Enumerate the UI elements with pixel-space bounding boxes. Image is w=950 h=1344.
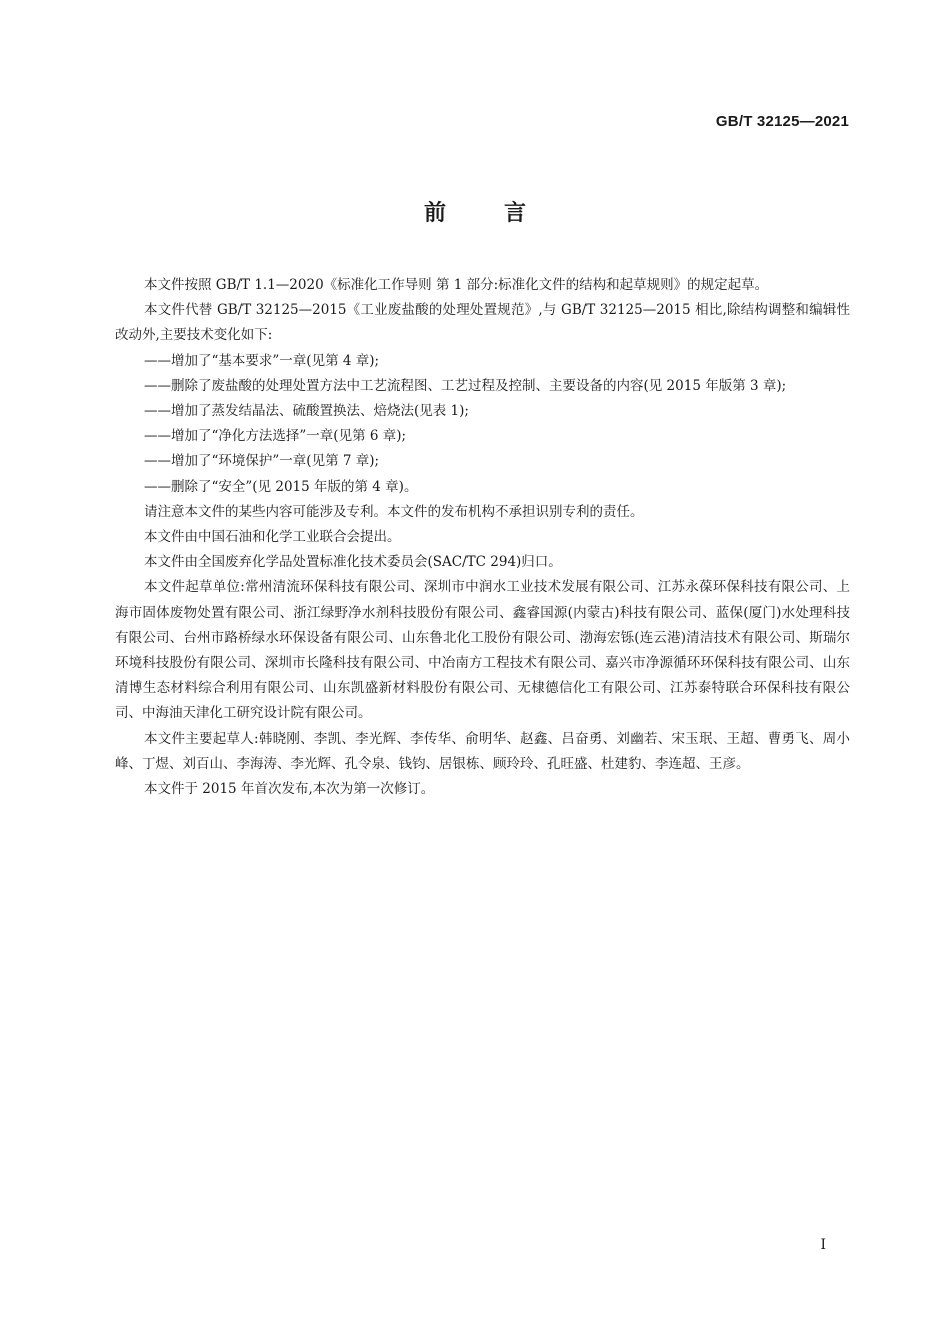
paragraph-committee: 本文件由全国废弃化学品处置标准化技术委员会(SAC/TC 294)归口。 xyxy=(144,554,562,571)
document-body xyxy=(115,273,850,802)
change-item: ——删除了废盐酸的处理处置方法中工艺流程图、工艺过程及控制、主要设备的内容(见 2015 年版第 3 章); xyxy=(144,377,787,394)
paragraph-replacement: 本文件代替 GB/T 32125—2015《工业废盐酸的处理处置规范》,与 GB/T 32125—2015 相比,除结构调整和编辑性改动外,主要技术变化如下: xyxy=(115,302,850,344)
change-item: ——增加了蒸发结晶法、硫酸置换法、焙烧法(见表 1); xyxy=(144,403,469,420)
standard-code: GB/T 32125—2021 xyxy=(715,113,849,130)
paragraph-drafters: 本文件主要起草人:韩晓刚、李凯、李光辉、李传华、俞明华、赵鑫、吕奋勇、刘幽若、宋玉珉、王超、曹勇飞、周小峰、丁煜、刘百山、李海涛、李光辉、孔令泉、钱钧、居银栋、顾玲玲、孔旺盛、杜建豹、李连超、王彦。 xyxy=(115,730,850,772)
paragraph-patent-notice: 请注意本文件的某些内容可能涉及专利。本文件的发布机构不承担识别专利的责任。 xyxy=(144,503,644,520)
paragraph-history: 本文件于 2015 年首次发布,本次为第一次修订。 xyxy=(144,781,435,798)
page-title: 前言 xyxy=(423,201,584,226)
page-number: I xyxy=(820,1237,826,1253)
change-item: ——增加了“环境保护”一章(见第 7 章); xyxy=(144,453,380,470)
change-item: ——增加了“净化方法选择”一章(见第 6 章); xyxy=(144,428,407,445)
paragraph-proposer: 本文件由中国石油和化学工业联合会提出。 xyxy=(144,529,401,546)
change-item: ——删除了“安全”(见 2015 年版的第 4 章)。 xyxy=(144,478,418,495)
change-item: ——增加了“基本要求”一章(见第 4 章); xyxy=(144,352,380,369)
paragraph-drafting-units: 本文件起草单位:常州清流环保科技有限公司、深圳市中润水工业技术发展有限公司、江苏永葆环保科技有限公司、上海市固体废物处置有限公司、浙江绿野净水剂科技股份有限公司、鑫睿国源(内蒙古)科技有限公司、蓝保(厦门)水处理科技有限公司、台州市路桥绿水环保设备有限公司、山东鲁北化工股份有限公司、渤海宏铄(连云港)清洁技术有限公司、斯瑞尔环境科技股份有限公司、深圳市长隆科技有限公司、中冶南方工程技术有限公司、嘉兴市净源循环环保科技有限公司、山东清博生态材料综合利用有限公司、山东凯盛新材料股份有限公司、无棣德信化工有限公司、江苏泰特联合环保科技有限公司、中海油天津化工研究设计院有限公司。 xyxy=(115,579,850,722)
paragraph-drafting-rules: 本文件按照 GB/T 1.1—2020《标准化工作导则 第 1 部分:标准化文件的结构和起草规则》的规定起草。 xyxy=(144,277,769,293)
